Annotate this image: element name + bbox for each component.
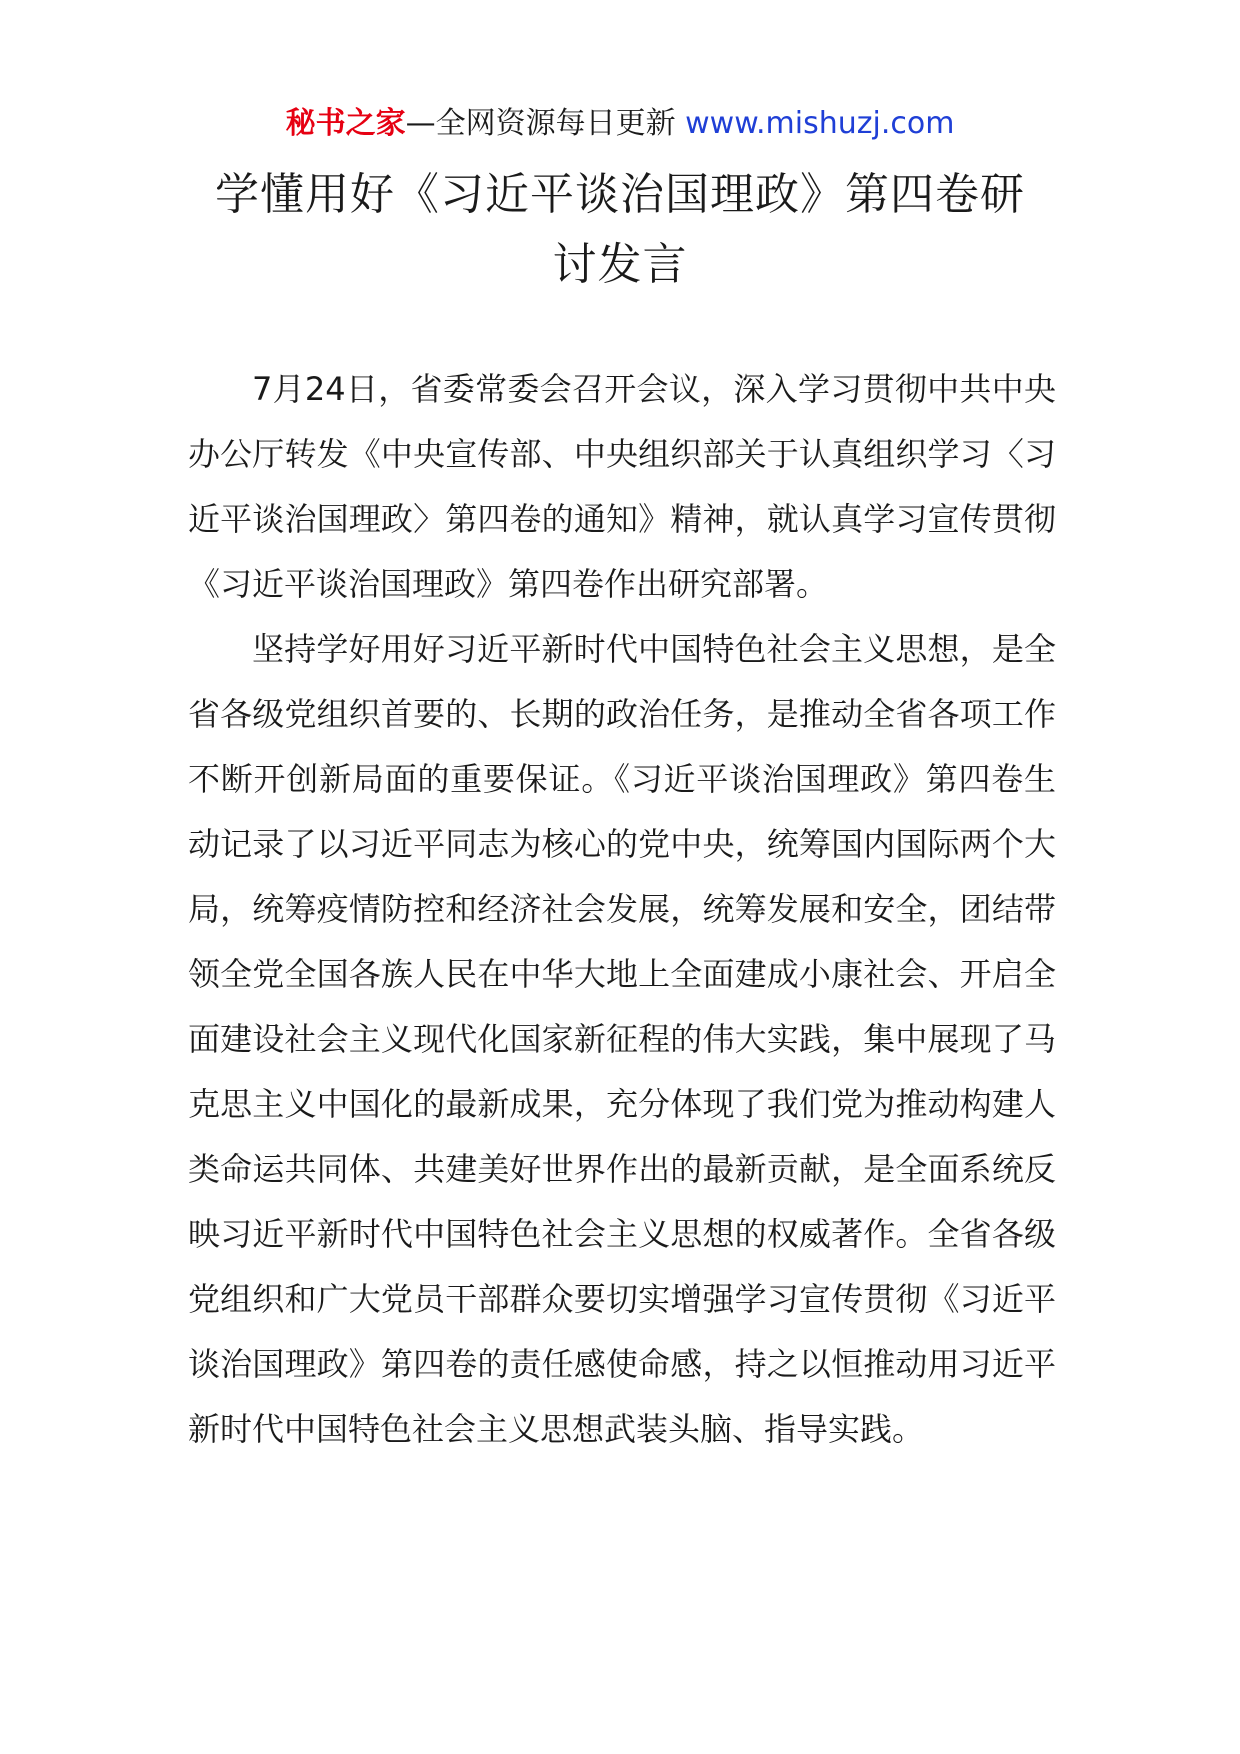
site-header <box>0 104 1240 144</box>
site-brand: 秘书之家 <box>285 106 406 141</box>
paragraph: 坚持学好用好习近平新时代中国特色社会主义思想，是全省各级党组织首要的、长期的政治任务，是推动全省各项工作不断开创新局面的重要保证。《习近平谈治国理政》第四卷生动记录了以习近平同志为核心的党中央，统筹国内国际两个大局，统筹疫情防控和经济社会发展，统筹发展和安全，团结带领全党全国各族人民在中华大地上全面建成小康社会、开启全面建设社会主义现代化国家新征程的伟大实践，集中展现了马克思主义中国化的最新成果，充分体现了我们党为推动构建人类命运共同体、共建美好世界作出的最新贡献，是全面系统反映习近平新时代中国特色社会主义思想的权威著作。全省各级党组织和广大党员干部群众要切实增强学习宣传贯彻《习近平谈治国理政》第四卷的责任感使命感，持之以恒推动用习近平新时代中国特色社会主义思想武装头脑、指导实践。 <box>188 630 1056 1448</box>
document-title: 学懂用好《习近平谈治国理政》第四卷研讨发言 <box>215 169 1025 290</box>
site-url-link[interactable]: www.mishuzj.com <box>685 106 955 141</box>
paragraph: 7月24日，省委常委会召开会议，深入学习贯彻中共中央办公厅转发《中央宣传部、中央组织部关于认真组织学习〈习近平谈治国理政〉第四卷的通知》精神，就认真学习宣传贯彻《习近平谈治国理政》第四卷作出研究部署。 <box>188 370 1056 603</box>
site-tagline: —全网资源每日更新 <box>405 106 676 141</box>
document-body <box>188 357 1056 1462</box>
